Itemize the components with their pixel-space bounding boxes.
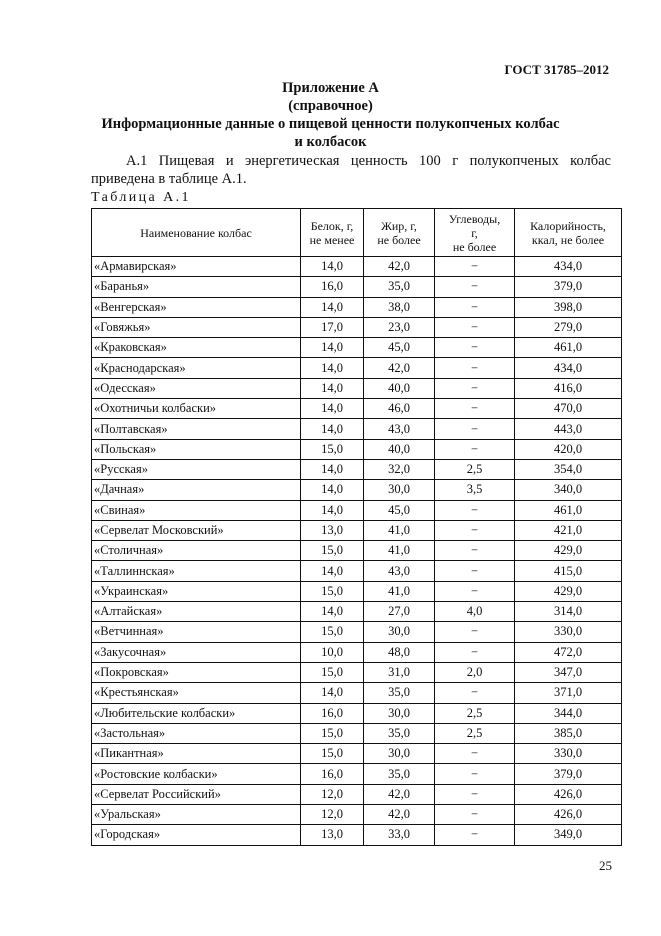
cell-protein: 14,0 (301, 399, 364, 419)
cell-protein: 15,0 (301, 622, 364, 642)
table-row (92, 805, 622, 825)
cell-name: «Городская» (92, 825, 301, 845)
cell-protein: 15,0 (301, 744, 364, 764)
table-row (92, 561, 622, 581)
table-row (92, 459, 622, 479)
cell-protein: 14,0 (301, 561, 364, 581)
cell-carbs: − (435, 338, 515, 358)
cell-carbs: 4,0 (435, 602, 515, 622)
cell-fat: 30,0 (364, 703, 435, 723)
cell-calories: 461,0 (515, 338, 622, 358)
cell-protein: 13,0 (301, 520, 364, 540)
cell-carbs: − (435, 825, 515, 845)
header-carbs-line-3: не более (452, 239, 497, 254)
table-row (92, 520, 622, 540)
appendix-subtitle: (справочное) (288, 98, 373, 114)
header-protein (301, 209, 364, 257)
cell-carbs: − (435, 561, 515, 581)
cell-fat: 42,0 (364, 784, 435, 804)
header-name: Наименование колбас (92, 209, 301, 257)
paragraph-line-1-text: А.1 Пищевая и энергетическая ценность 100 г полукопченых колбас (126, 153, 611, 169)
cell-calories: 385,0 (515, 723, 622, 743)
table-row (92, 744, 622, 764)
cell-protein: 16,0 (301, 703, 364, 723)
cell-name: «Краковская» (92, 338, 301, 358)
cell-carbs: − (435, 520, 515, 540)
cell-calories: 330,0 (515, 744, 622, 764)
cell-protein: 14,0 (301, 297, 364, 317)
table-row (92, 297, 622, 317)
table-row (92, 581, 622, 601)
cell-name: «Ростовские колбаски» (92, 764, 301, 784)
cell-carbs: − (435, 784, 515, 804)
cell-calories: 470,0 (515, 399, 622, 419)
cell-carbs: − (435, 358, 515, 378)
cell-name: «Столичная» (92, 541, 301, 561)
cell-protein: 16,0 (301, 277, 364, 297)
cell-carbs: − (435, 622, 515, 642)
cell-fat: 42,0 (364, 358, 435, 378)
appendix-heading-line-2: и колбасок (294, 134, 367, 150)
cell-carbs: − (435, 257, 515, 277)
header-calories (515, 209, 622, 257)
cell-fat: 32,0 (364, 459, 435, 479)
header-fat-line-2: не более (377, 232, 421, 247)
cell-calories: 340,0 (515, 480, 622, 500)
cell-name: «Застольная» (92, 723, 301, 743)
cell-calories: 420,0 (515, 439, 622, 459)
cell-protein: 14,0 (301, 338, 364, 358)
standard-code: ГОСТ 31785–2012 (504, 62, 609, 77)
table-row (92, 257, 622, 277)
cell-fat: 45,0 (364, 500, 435, 520)
cell-carbs: 2,5 (435, 703, 515, 723)
cell-name: «Свиная» (92, 500, 301, 520)
cell-fat: 35,0 (364, 764, 435, 784)
cell-calories: 379,0 (515, 764, 622, 784)
cell-protein: 14,0 (301, 257, 364, 277)
cell-calories: 426,0 (515, 805, 622, 825)
cell-name: «Краснодарская» (92, 358, 301, 378)
cell-name: «Охотничьи колбаски» (92, 399, 301, 419)
table-row (92, 277, 622, 297)
cell-carbs: − (435, 500, 515, 520)
cell-name: «Любительские колбаски» (92, 703, 301, 723)
cell-fat: 30,0 (364, 744, 435, 764)
cell-carbs: − (435, 439, 515, 459)
table-row (92, 419, 622, 439)
table-row (92, 480, 622, 500)
table-row (92, 399, 622, 419)
table-row (92, 825, 622, 845)
table-row (92, 642, 622, 662)
cell-protein: 14,0 (301, 480, 364, 500)
table-row (92, 500, 622, 520)
cell-carbs: − (435, 683, 515, 703)
cell-name: «Одесская» (92, 378, 301, 398)
cell-fat: 40,0 (364, 439, 435, 459)
table-row (92, 662, 622, 682)
cell-protein: 14,0 (301, 378, 364, 398)
header-carbs (435, 209, 515, 257)
appendix-heading-line-1: Информационные данные о пищевой ценности полукопченых колбас (101, 116, 560, 132)
cell-fat: 45,0 (364, 338, 435, 358)
cell-calories: 416,0 (515, 378, 622, 398)
cell-calories: 429,0 (515, 581, 622, 601)
cell-calories: 379,0 (515, 277, 622, 297)
cell-fat: 38,0 (364, 297, 435, 317)
table-header-row (92, 209, 622, 257)
cell-protein: 13,0 (301, 825, 364, 845)
cell-name: «Пикантная» (92, 744, 301, 764)
cell-protein: 16,0 (301, 764, 364, 784)
cell-fat: 31,0 (364, 662, 435, 682)
cell-name: «Уральская» (92, 805, 301, 825)
cell-carbs: − (435, 744, 515, 764)
cell-protein: 14,0 (301, 683, 364, 703)
table-body (92, 257, 622, 846)
paragraph-line-2: приведена в таблице А.1. (91, 171, 247, 187)
cell-carbs: 2,5 (435, 723, 515, 743)
cell-fat: 35,0 (364, 277, 435, 297)
header-carbs-line-1: Углеводы, (448, 211, 501, 226)
cell-name: «Закусочная» (92, 642, 301, 662)
cell-name: «Полтавская» (92, 419, 301, 439)
cell-carbs: − (435, 297, 515, 317)
cell-fat: 42,0 (364, 257, 435, 277)
cell-name: «Покровская» (92, 662, 301, 682)
header-carbs-line-2: г, (471, 225, 478, 240)
cell-calories: 371,0 (515, 683, 622, 703)
table-row (92, 378, 622, 398)
cell-calories: 314,0 (515, 602, 622, 622)
cell-name: «Таллиннская» (92, 561, 301, 581)
header-fat (364, 209, 435, 257)
cell-protein: 15,0 (301, 541, 364, 561)
cell-name: «Сервелат Московский» (92, 520, 301, 540)
table-row (92, 622, 622, 642)
cell-carbs: − (435, 541, 515, 561)
cell-calories: 330,0 (515, 622, 622, 642)
cell-calories: 415,0 (515, 561, 622, 581)
cell-name: «Алтайская» (92, 602, 301, 622)
cell-calories: 279,0 (515, 317, 622, 337)
table-row (92, 703, 622, 723)
cell-name: «Ветчинная» (92, 622, 301, 642)
cell-carbs: − (435, 642, 515, 662)
table-row (92, 338, 622, 358)
cell-fat: 35,0 (364, 723, 435, 743)
header-protein-line-2: не менее (309, 232, 355, 247)
cell-carbs: − (435, 317, 515, 337)
cell-calories: 434,0 (515, 257, 622, 277)
cell-calories: 354,0 (515, 459, 622, 479)
cell-protein: 15,0 (301, 723, 364, 743)
cell-name: «Крестьянская» (92, 683, 301, 703)
cell-name: «Баранья» (92, 277, 301, 297)
paragraph-line-1 (91, 152, 611, 170)
cell-calories: 344,0 (515, 703, 622, 723)
cell-calories: 426,0 (515, 784, 622, 804)
cell-fat: 33,0 (364, 825, 435, 845)
cell-calories: 434,0 (515, 358, 622, 378)
header-fat-line-1: Жир, г, (381, 218, 417, 233)
table-row (92, 784, 622, 804)
cell-carbs: − (435, 764, 515, 784)
cell-protein: 14,0 (301, 459, 364, 479)
cell-fat: 40,0 (364, 378, 435, 398)
nutrition-table (91, 208, 622, 846)
cell-protein: 12,0 (301, 805, 364, 825)
cell-calories: 429,0 (515, 541, 622, 561)
cell-fat: 43,0 (364, 419, 435, 439)
cell-carbs: − (435, 805, 515, 825)
cell-carbs: − (435, 378, 515, 398)
cell-fat: 35,0 (364, 683, 435, 703)
table-caption: Таблица А.1 (91, 190, 191, 205)
cell-calories: 461,0 (515, 500, 622, 520)
table-row (92, 723, 622, 743)
table-row (92, 317, 622, 337)
cell-protein: 15,0 (301, 581, 364, 601)
cell-fat: 46,0 (364, 399, 435, 419)
cell-carbs: 2,0 (435, 662, 515, 682)
cell-carbs: − (435, 581, 515, 601)
table-row (92, 764, 622, 784)
cell-name: «Русская» (92, 459, 301, 479)
cell-name: «Армавирская» (92, 257, 301, 277)
page-number: 25 (599, 858, 612, 873)
cell-calories: 349,0 (515, 825, 622, 845)
cell-protein: 17,0 (301, 317, 364, 337)
cell-name: «Венгерская» (92, 297, 301, 317)
cell-carbs: − (435, 399, 515, 419)
cell-protein: 10,0 (301, 642, 364, 662)
cell-calories: 398,0 (515, 297, 622, 317)
cell-fat: 41,0 (364, 581, 435, 601)
cell-fat: 30,0 (364, 622, 435, 642)
table-row (92, 683, 622, 703)
cell-protein: 12,0 (301, 784, 364, 804)
header-calories-line-1: Калорийность, (530, 218, 606, 233)
cell-name: «Украинская» (92, 581, 301, 601)
cell-name: «Говяжья» (92, 317, 301, 337)
cell-protein: 14,0 (301, 602, 364, 622)
cell-fat: 27,0 (364, 602, 435, 622)
cell-calories: 421,0 (515, 520, 622, 540)
cell-protein: 15,0 (301, 439, 364, 459)
cell-calories: 347,0 (515, 662, 622, 682)
table-row (92, 602, 622, 622)
cell-name: «Сервелат Российский» (92, 784, 301, 804)
cell-protein: 15,0 (301, 662, 364, 682)
cell-protein: 14,0 (301, 419, 364, 439)
cell-protein: 14,0 (301, 358, 364, 378)
cell-fat: 48,0 (364, 642, 435, 662)
cell-fat: 41,0 (364, 520, 435, 540)
cell-carbs: − (435, 419, 515, 439)
cell-carbs: 2,5 (435, 459, 515, 479)
cell-calories: 443,0 (515, 419, 622, 439)
table-row (92, 541, 622, 561)
cell-name: «Польская» (92, 439, 301, 459)
table-row (92, 439, 622, 459)
cell-name: «Дачная» (92, 480, 301, 500)
cell-fat: 30,0 (364, 480, 435, 500)
cell-protein: 14,0 (301, 500, 364, 520)
cell-fat: 43,0 (364, 561, 435, 581)
cell-calories: 472,0 (515, 642, 622, 662)
header-protein-line-1: Белок, г, (310, 218, 354, 233)
cell-fat: 42,0 (364, 805, 435, 825)
appendix-title: Приложение А (282, 80, 379, 96)
cell-carbs: − (435, 277, 515, 297)
table-row (92, 358, 622, 378)
cell-fat: 41,0 (364, 541, 435, 561)
cell-carbs: 3,5 (435, 480, 515, 500)
cell-fat: 23,0 (364, 317, 435, 337)
header-calories-line-2: ккал, не более (531, 232, 605, 247)
